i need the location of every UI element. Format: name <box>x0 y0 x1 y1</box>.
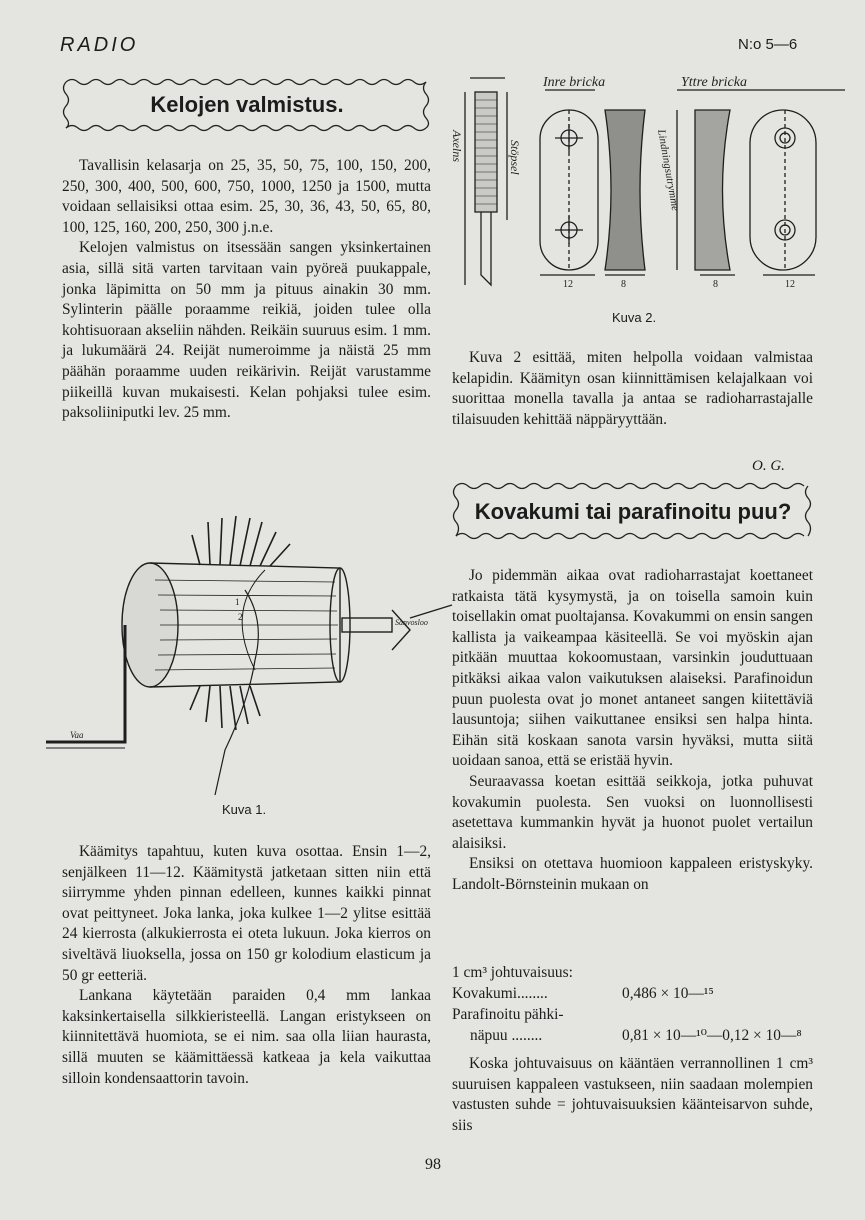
table-row <box>452 1004 813 1025</box>
svg-text:12: 12 <box>785 279 795 290</box>
figure-1-winding-drum <box>40 510 460 800</box>
article1-title: Kelojen valmistus. <box>150 92 344 117</box>
svg-text:1: 1 <box>235 597 240 607</box>
author-signature: O. G. <box>752 458 785 474</box>
article2-headline-box <box>452 480 814 542</box>
fig2-outer-label: Yttre bricka <box>681 75 747 90</box>
svg-text:8: 8 <box>713 279 718 290</box>
paragraph-wire: Lankana käytetään paraiden 0,4 mm lankaa kaksinkertaisella silkkieristeellä. Langan eristykseen on kiinnitettävä huomiota, se ei nim. saa olla liian haurasta, sillä muuten se käämittäessä katkeaa ja kela vaikuttaa silloin kondensaattorin tavoin. <box>62 987 431 1087</box>
paragraph-hard-rubber: Jo pidemmän aikaa ovat radioharrastajat koettaneet ratkaista tätä kysymystä, ja on toisella samoin kuin toisellakin omat puoltajansa. Kovakummi on ensin sangen kallista ja vaikeampaa käsiteellä. Se voi myöskin ajan pitkään muuttaa kokoomustaan, varsinkin jouduttuaan pitkäksi aikaa valon vaikutuksen alaiseksi. Parafinoidun puun puolesta ovat jo monet antaneet sangen kiitettäviä lausuntoja; siihen vaikuttanee ensiksi sen halpa hinta. Eihän sitä koskaan sanota varsin hyväksi, mutta siitä uoidaan sanoa, että se eristää hyvin. <box>452 567 813 770</box>
row-label: näpuu ........ <box>470 1027 543 1044</box>
paragraph-holder: Kuva 2 esittää, miten helpolla voidaan valmistaa kelapidin. Käämityn osan kiinnittämisen kelajalkaan voi suorittaa monella tavalla ja antaa se radioharrastajalle tilaisuuden kehittää näppäryyttään. <box>452 349 813 428</box>
table-row <box>452 983 813 1004</box>
row-value: 0,81 × 10—¹⁰—0,12 × 10—⁸ <box>622 1027 802 1044</box>
row-label: Kovakumi........ <box>452 985 548 1002</box>
right-column-closing <box>452 1054 813 1136</box>
paragraph-compare: Seuraavassa koetan esittää seikkoja, jotka puhuvat kovakumin puolesta. Sen vuoksi on luonnollisesti asetettava kummankin hyvät ja huonot puolet vertailun alaisiksi. <box>452 772 813 852</box>
right-column-top <box>452 348 813 430</box>
svg-text:12: 12 <box>563 279 573 290</box>
paragraph-closing: Koska johtuvaisuus on kääntäen verrannollinen 1 cm³ suuruisen kappaleen vastukseen, niin saadaan molempien vastusten suhde = johtuvaisuuksien käänteisarvon suhde, siis <box>452 1055 813 1134</box>
figure-1-caption: Kuva 1. <box>222 802 267 817</box>
page-number: 98 <box>425 1156 441 1173</box>
issue-number: N:o 5—6 <box>738 36 798 53</box>
table-intro: 1 cm³ johtuvaisuus: <box>452 964 573 981</box>
fig2-inner-label: Inre bricka <box>543 75 606 90</box>
right-column-bottom <box>452 566 813 896</box>
paragraph-winding: Käämitys tapahtuu, kuten kuva osottaa. Ensin 1—2, senjälkeen 11—12. Käämitystä jatketaan sitten niin että siirrymme yhden pinnan edelleen, kunnes kaikki pinnat ovat peittyneet. Joka lanka, joka kulkee 1—2 ylitse esittää 24 kierrosta (alkukierrosta ei oteta lukuun. Joka kierros on siveltävä liuoksella, jossa on 150 gr kolodium elasticum ja 50 gr eetteriä. <box>62 843 431 984</box>
article2-title: Kovakumi tai parafinoitu puu? <box>474 499 792 524</box>
fig1-handle-label: Vaa <box>70 730 84 740</box>
left-column-bottom <box>62 842 431 1089</box>
fig2-fill-label: Lindningsutrymme <box>655 128 682 212</box>
fig2-axle-label: Axelns <box>450 130 464 162</box>
fig1-wire-label: Sanvosloo <box>395 618 428 627</box>
left-column-top <box>62 156 431 424</box>
figure-2-caption: Kuva 2. <box>612 310 657 325</box>
article1-headline-box <box>62 76 432 134</box>
paragraph-coil-series: Tavallisin kelasarja on 25, 35, 50, 75, 100, 150, 200, 250, 300, 400, 500, 600, 750, 1000, 1250 ja 1500, mutta voidaan sellaisiksi ottaa esim. 25, 30, 36, 43, 50, 65, 80, 100, 125, 160, 200, 250, 300 j.n.e. <box>62 157 431 236</box>
fig2-shaft-label: Stöpsel <box>508 140 522 175</box>
row-value: 0,486 × 10—¹⁵ <box>622 985 714 1002</box>
row-label: Parafinoitu pähki- <box>452 1006 564 1023</box>
svg-text:8: 8 <box>621 279 626 290</box>
paragraph-coil-making: Kelojen valmistus on itsessään sangen yksinkertainen asia, sillä sitä varten tarvitaan vain pyöreä puukappale, jonka läpimitta on 50 mm ja pituus ainakin 30 mm. Sylinterin päälle poraamme reikiä, joiden tulee olla kohtisuoraan akseliin nähden. Reikäin suuruus esim. 1 mm. ja lukumäärä 24. Reijät numeroimme ja näistä 25 mm päähän poraamme uuden reikärivin. Reijät varustamme piikeillä kuvan mukaisesti. Kelan pohjaksi tulee esim. paksoliiniputki lev. 25 mm. <box>62 239 431 422</box>
table-row <box>452 1025 813 1046</box>
svg-text:2: 2 <box>238 612 243 622</box>
running-head-title: RADIO <box>60 34 139 56</box>
paragraph-insulation: Ensiksi on otettava huomioon kappaleen eristyskyky. Landolt-Börnsteinin mukaan on <box>452 855 813 893</box>
conductivity-table <box>452 962 813 1046</box>
figure-2-coil-holder <box>445 70 850 310</box>
